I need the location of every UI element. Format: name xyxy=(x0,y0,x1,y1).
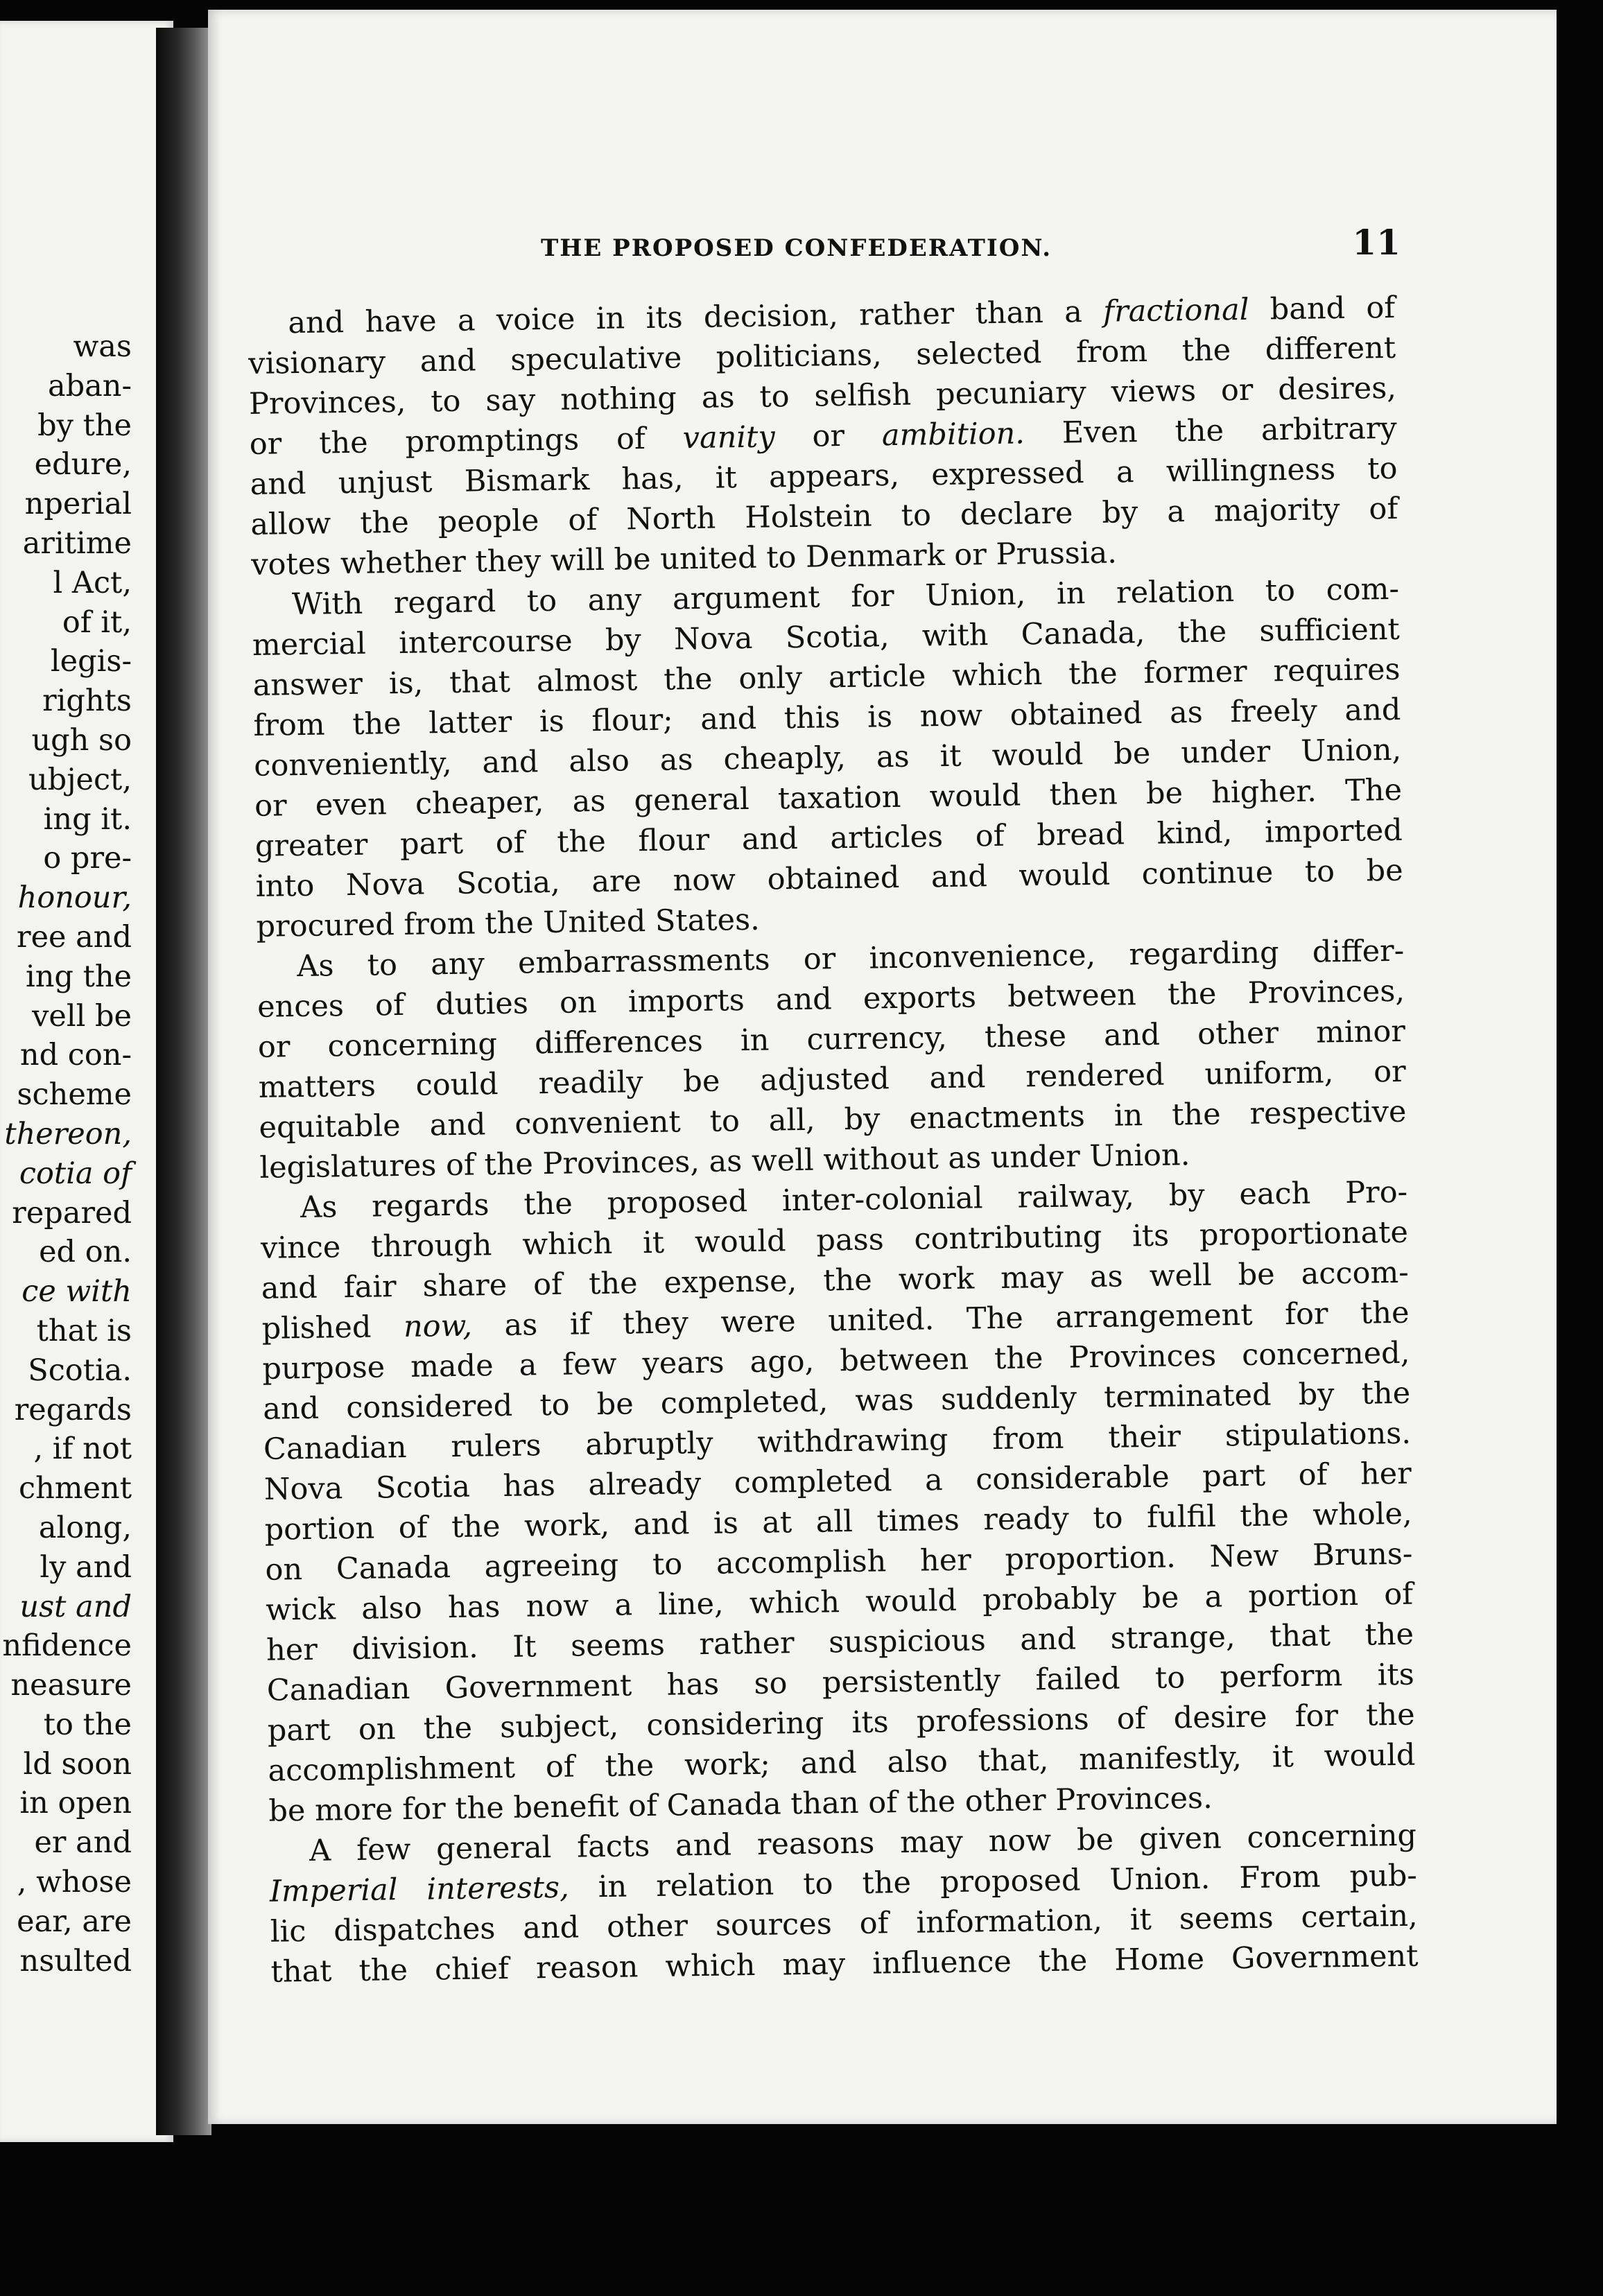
text-run: or even cheaper, as general taxation would then be higher. The xyxy=(254,772,1403,824)
text-run: her division. It seems rather suspicious and strange, that the xyxy=(266,1617,1414,1668)
left-page-line: legis- xyxy=(50,644,132,679)
text-run: Even the arbitrary xyxy=(1024,410,1398,451)
left-page-line: ld soon xyxy=(23,1746,132,1782)
text-run: ences of duties on imports and exports between the Provinces, xyxy=(257,973,1405,1025)
italic-run: now, xyxy=(403,1308,473,1344)
text-run: that the chief reason which may influence the Home Government xyxy=(270,1938,1419,1990)
text-run: Provinces, to say nothing as to selfish pecuniary views or desires, xyxy=(248,370,1397,421)
text-run: be more for the benefit of Canada than of the other Provinces. xyxy=(268,1780,1213,1829)
text-run: allow the people of North Holstein to declare by a majority of xyxy=(250,491,1398,542)
text-run: lic dispatches and other sources of information, it seems certain, xyxy=(270,1898,1418,1949)
left-page-line: ing it. xyxy=(43,801,132,837)
running-head-title: THE PROPOSED CONFEDERATION. xyxy=(541,234,1052,262)
text-run: band of xyxy=(1249,290,1396,327)
left-page-line: honour, xyxy=(17,880,132,916)
left-page-fragment xyxy=(0,21,173,2142)
text-run: Canadian Government has so persistently failed to perform its xyxy=(266,1657,1415,1708)
left-page-line: regards xyxy=(14,1392,132,1427)
left-page-line: aban- xyxy=(47,368,132,403)
text-run: accomplishment of the work; and also that, manifestly, it would xyxy=(268,1737,1416,1789)
text-run: as if they were united. The arrangement for the xyxy=(471,1295,1410,1343)
left-page-line: ree and xyxy=(17,919,132,955)
text-run: purpose made a few years ago, between the Provinces concerned, xyxy=(262,1335,1410,1386)
left-page-line: nsulted xyxy=(19,1943,132,1978)
left-page-line: ed on. xyxy=(39,1235,132,1270)
left-page-line: ce with xyxy=(21,1274,132,1310)
left-page-line: ly and xyxy=(40,1549,132,1585)
left-page-text xyxy=(2,327,132,1981)
left-page-line: ing the xyxy=(25,959,132,994)
left-page-line: neasure xyxy=(10,1668,132,1703)
left-page-line: er and xyxy=(34,1825,132,1861)
text-run: mercial intercourse by Nova Scotia, with Canada, the sufficient xyxy=(252,611,1401,663)
text-run: matters could readily be adjusted and rendered uniform, or xyxy=(258,1054,1406,1105)
left-page-line: , whose xyxy=(17,1865,132,1900)
text-run: A few general facts and reasons may now be given concerning xyxy=(309,1818,1417,1868)
text-run: answer is, that almost the only article which the former requires xyxy=(252,652,1401,703)
left-page-line: aritime xyxy=(22,525,132,561)
left-page-line: that is xyxy=(36,1313,132,1348)
text-run: With regard to any argument for Union, in relation to com- xyxy=(291,571,1400,623)
italic-run: ambition. xyxy=(881,416,1025,453)
text-run: votes whether they will be united to Denmark or Prussia. xyxy=(250,535,1118,582)
text-run: plished xyxy=(261,1310,404,1346)
left-page-line: scheme xyxy=(17,1077,132,1113)
left-page-line: ust and xyxy=(19,1589,132,1624)
left-page-line: l Act, xyxy=(53,565,132,600)
left-page-line: of it, xyxy=(62,605,132,640)
page-number: 11 xyxy=(1352,222,1401,263)
text-run: part on the subject, considering its professions of desire for the xyxy=(267,1697,1415,1748)
text-run: As regards the proposed inter-colonial railway, by each Pro- xyxy=(300,1174,1408,1226)
left-page-line: chment xyxy=(19,1471,132,1506)
paragraph xyxy=(260,1172,1416,1832)
text-run: or concerning differences in currency, these and other minor xyxy=(257,1014,1406,1065)
text-run: portion of the work, and is at all times ready to fulfil the whole, xyxy=(264,1496,1412,1547)
left-page-line: to the xyxy=(43,1707,132,1742)
text-run: into Nova Scotia, are now obtained and would continue to be xyxy=(255,853,1403,904)
text-run: or xyxy=(774,418,883,455)
text-run: in relation to the proposed Union. From pub- xyxy=(569,1858,1418,1905)
left-page-line: thereon, xyxy=(4,1116,132,1151)
text-run: and fair share of the expense, the work may as well be accom- xyxy=(261,1255,1410,1306)
text-run: equitable and convenient to all, by enactments in the respective xyxy=(259,1094,1407,1145)
left-page-line: was xyxy=(73,329,132,364)
left-page-line: vell be xyxy=(32,998,132,1034)
text-run: legislatures of the Provinces, as well without as under Union. xyxy=(259,1138,1190,1185)
italic-run: fractional xyxy=(1102,292,1249,329)
text-run: and unjust Bismark has, it appears, expressed a willingness to xyxy=(250,451,1398,502)
text-run: conveniently, and also as cheaply, as it would be under Union, xyxy=(253,732,1402,783)
running-head xyxy=(319,222,1401,263)
left-page-line: nperial xyxy=(24,487,132,522)
left-page-line: cotia of xyxy=(19,1156,132,1191)
text-run: from the latter is flour; and this is now obtained as freely and xyxy=(253,692,1401,743)
left-page-line: Scotia. xyxy=(28,1353,132,1388)
text-run: or the promptings of xyxy=(249,421,684,462)
italic-run: vanity xyxy=(682,419,776,456)
left-page-line: repared xyxy=(12,1195,132,1230)
italic-run: Imperial interests, xyxy=(269,1870,570,1909)
text-run: visionary and speculative politicians, selected from the different xyxy=(248,330,1396,381)
text-run: and considered to be completed, was suddenly terminated by the xyxy=(262,1375,1411,1427)
text-run: vince through which it would pass contributing its proportionate xyxy=(260,1215,1409,1266)
text-run: Nova Scotia has already completed a considerable part of her xyxy=(263,1456,1412,1507)
left-page-line: along, xyxy=(38,1510,132,1545)
text-run: on Canada agreeing to accomplish her proportion. New Bruns- xyxy=(265,1536,1413,1588)
left-page-line: rights xyxy=(42,684,132,719)
paragraph xyxy=(269,1816,1419,1992)
body-text xyxy=(248,288,1419,1992)
text-run: greater part of the flour and articles of bread kind, imported xyxy=(254,812,1403,864)
left-page-line: , if not xyxy=(33,1432,132,1467)
paragraph xyxy=(257,931,1407,1188)
text-run: procured from the United States. xyxy=(256,902,761,944)
left-page-line: o pre- xyxy=(43,841,132,876)
text-run: wick also has now a line, which would probably be a portion of xyxy=(265,1576,1414,1628)
book-gutter xyxy=(156,28,211,2135)
text-run: and have a voice in its decision, rather than a xyxy=(288,294,1104,341)
text-run: Canadian rulers abruptly withdrawing from their stipulations. xyxy=(263,1416,1412,1467)
text-run: As to any embarrassments or inconvenience, regarding differ- xyxy=(297,933,1405,984)
paragraph xyxy=(252,569,1404,947)
left-page-line: by the xyxy=(37,408,132,443)
left-page-line: nd con- xyxy=(19,1038,132,1073)
left-page-line: edure, xyxy=(34,447,132,482)
left-page-line: ear, are xyxy=(17,1904,132,1939)
paragraph xyxy=(248,288,1399,585)
left-page-line: in open xyxy=(19,1786,132,1821)
left-page-line: ubject, xyxy=(28,762,132,797)
left-page-line: nfidence xyxy=(2,1628,132,1664)
left-page-line: ugh so xyxy=(31,722,132,758)
